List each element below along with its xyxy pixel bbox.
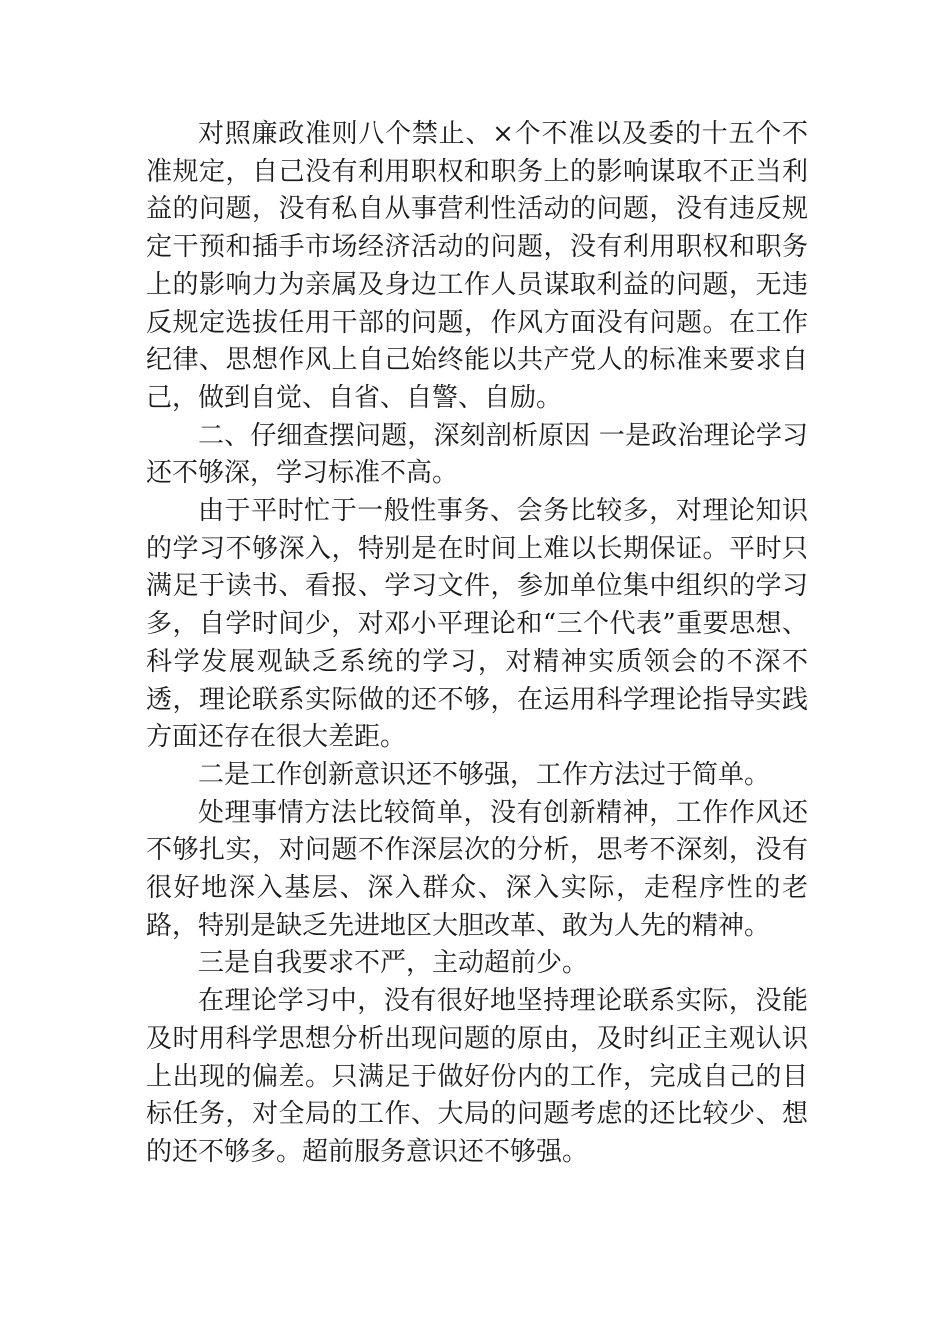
paragraph-point-three: 三是自我要求不严，主动超前少。 [198,948,589,979]
paragraph-theory-study: 由于平时忙于一般性事务、会务比较多，对理论知识的学习不够深入，特别是在时间上难以长期保证。平时只满足于读书、看报、学习文件，参加单位集中组织的学习多，自学时间少，对邓小平理论和“三个代表”重要思想、科学发展观缺乏系统的学习，对精神实质领会的不深不透，理论联系实际做的还不够，在运用科学理论指导实践方面还存在很大差距。 [146,496,808,753]
document-body [146,116,808,1172]
paragraph-point-two: 二是工作创新意识还不够强，工作方法过于简单。 [198,759,771,790]
paragraph-section-heading: 二、仔细查摆问题，深刻剖析原因 一是政治理论学习还不够深，学习标准不高。 [146,420,808,489]
paragraph-integrity-self-check: 对照廉政准则八个禁止、×个不准以及委的十五个不准规定，自己没有利用职权和职务上的影响谋取不正当利益的问题，没有私自从事营利性活动的问题，没有违反规定干预和插手市场经济活动的问题，没有利用职权和职务上的影响力为亲属及身边工作人员谋取利益的问题，无违反规定选拔任用干部的问题，作风方面没有问题。在工作纪律、思想作风上自己始终能以共产党人的标准来要求自己，做到自觉、自省、自警、自励。 [146,119,808,413]
paragraph-work-methods: 处理事情方法比较简单，没有创新精神，工作作风还不够扎实，对问题不作深层次的分析，思考不深刻，没有很好地深入基层、深入群众、深入实际，走程序性的老路，特别是缺乏先进地区大胆改革、敢为人先的精神。 [146,797,808,941]
paragraph-self-requirements: 在理论学习中，没有很好地坚持理论联系实际，没能及时用科学思想分析出现问题的原由，及时纠正主观认识上出现的偏差。只满足于做好份内的工作，完成自己的目标任务，对全局的工作、大局的问题考虑的还比较少、想的还不够多。超前服务意识还不够强。 [146,986,808,1167]
